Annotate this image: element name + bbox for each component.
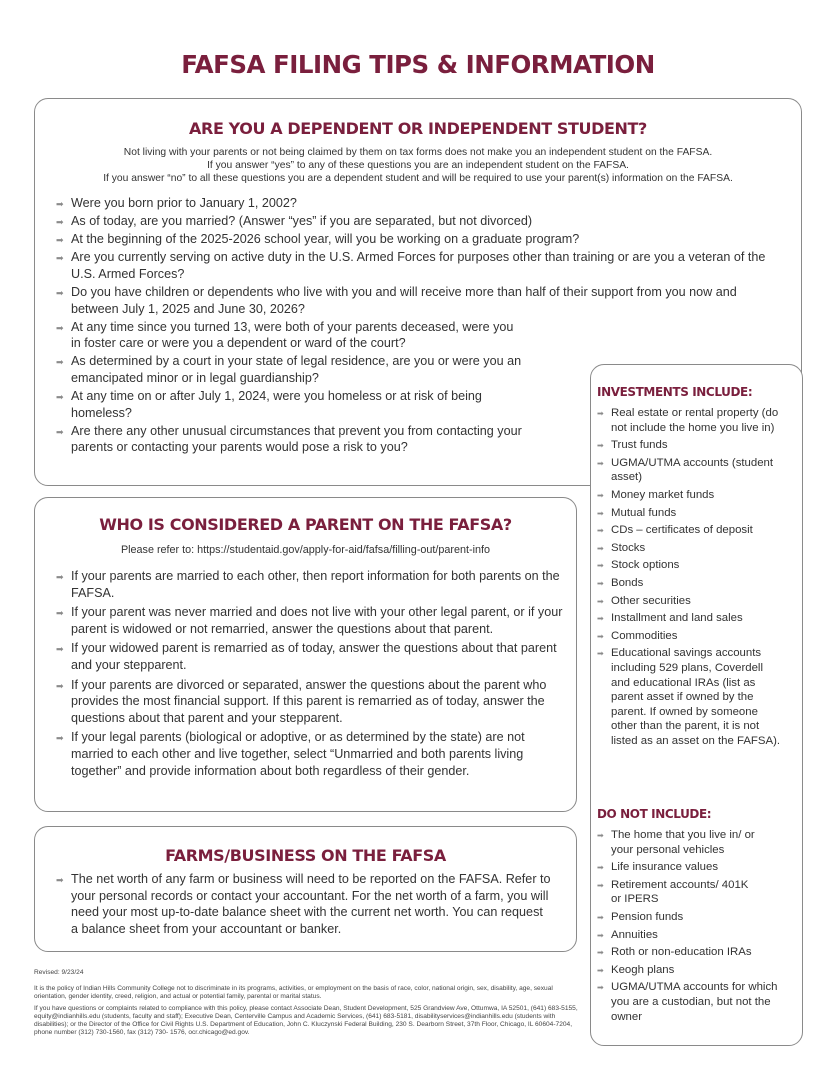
- page-title: FAFSA FILING TIPS & INFORMATION: [181, 50, 655, 79]
- dependent-intro-line: If you answer “no” to all these questions you are a dependent student and will be required to use your parent(s) information on the FAFSA.: [103, 173, 733, 184]
- parent-rule-list: [53, 568, 563, 782]
- bullet-arrow-icon: ➡: [597, 490, 604, 500]
- policy-statement: It is the policy of Indian Hills Community College not to discriminate in its programs, activities, or employment on the basis of race, color, national origin, sex, disability, age, sexual orientation, gender identity, creed, religion, and actual or potential family, parental or marital status.: [34, 985, 553, 1001]
- list-item: ➡ If your parents are divorced or separated, answer the questions about the parent who provides the most financial support. If this parent is remarried as of today, answer the questions about that parent and your stepparent.: [56, 677, 547, 725]
- farms-heading: FARMS/BUSINESS ON THE FAFSA: [165, 846, 446, 865]
- list-item: ➡ Real estate or rental property (do not include the home you live in): [597, 407, 779, 434]
- list-item: ➡ If your widowed parent is remarried as of today, answer the questions about that parent and your stepparent.: [56, 641, 557, 672]
- bullet-arrow-icon: ➡: [56, 217, 64, 228]
- list-item: ➡ Money market funds: [597, 488, 797, 503]
- list-item: ➡ Were you born prior to January 1, 2002?: [53, 195, 777, 212]
- bullet-arrow-icon: ➡: [56, 426, 64, 437]
- list-item: ➡ If your legal parents (biological or adoptive, or as determined by the state) are not married to each other and live together, select “Unmarried and both parents living together” and provide information about both regardless of their gender.: [56, 730, 525, 778]
- list-item: ➡ Bonds: [597, 576, 797, 591]
- list-item: ➡ Educational savings accounts including 529 plans, Coverdell and educational IRAs (list as parent asset if owned by the parent. If owned by someone other than the parent, it is not listed as an asset on the FAFSA).: [597, 647, 781, 747]
- list-item: ➡ Other securities: [597, 594, 797, 609]
- list-item: ➡ At any time on or after July 1, 2024, were you homeless or at risk of being homeless?: [56, 389, 482, 420]
- list-item: ➡ As of today, are you married? (Answer “yes” if you are separated, but not divorced): [53, 213, 777, 230]
- bullet-arrow-icon: ➡: [597, 441, 604, 451]
- bullet-arrow-icon: ➡: [56, 253, 64, 264]
- bullet-arrow-icon: ➡: [597, 543, 604, 553]
- exclude-list: [597, 828, 782, 1027]
- bullet-arrow-icon: ➡: [56, 644, 64, 655]
- list-item: ➡ Stock options: [597, 558, 797, 573]
- list-item: ➡ Trust funds: [597, 438, 797, 453]
- list-item: ➡ Commodities: [597, 629, 797, 644]
- parent-heading: WHO IS CONSIDERED A PARENT ON THE FAFSA?: [99, 515, 512, 534]
- list-item: ➡ As determined by a court in your state of legal residence, are you or were you an emancipated minor or in legal guardianship?: [56, 354, 522, 385]
- bullet-arrow-icon: ➡: [597, 863, 604, 873]
- farms-list: [53, 871, 553, 940]
- dependent-intro: [35, 146, 801, 185]
- bullet-arrow-icon: ➡: [597, 578, 604, 588]
- bullet-arrow-icon: ➡: [56, 235, 64, 246]
- bullet-arrow-icon: ➡: [597, 409, 604, 418]
- bullet-arrow-icon: ➡: [56, 357, 64, 368]
- bullet-arrow-icon: ➡: [597, 930, 604, 940]
- bullet-arrow-icon: ➡: [597, 596, 604, 606]
- parent-intro: Please refer to: https://studentaid.gov/apply-for-aid/fafsa/filling-out/parent-info: [120, 544, 491, 556]
- bullet-arrow-icon: ➡: [597, 614, 604, 624]
- list-item: ➡ UGMA/UTMA accounts (student asset): [597, 456, 774, 484]
- investments-list: [597, 406, 797, 751]
- bullet-arrow-icon: ➡: [597, 831, 604, 840]
- investments-heading: INVESTMENTS INCLUDE:: [597, 385, 753, 399]
- list-item: ➡ Stocks: [597, 541, 797, 556]
- bullet-arrow-icon: ➡: [597, 458, 604, 468]
- farms-section: [34, 826, 577, 952]
- list-item: ➡ The net worth of any farm or business will need to be reported on the FAFSA. Refer to your personal records or contact your accountant. For the net worth of a farm, you will need your most up-to-date balance sheet with the current net worth. You can request a balance sheet from your accountant or banker.: [56, 872, 551, 936]
- bullet-arrow-icon: ➡: [597, 631, 604, 641]
- bullet-arrow-icon: ➡: [597, 508, 604, 518]
- bullet-arrow-icon: ➡: [56, 733, 64, 744]
- bullet-arrow-icon: ➡: [56, 322, 64, 333]
- parent-section: [34, 497, 577, 812]
- bullet-arrow-icon: ➡: [56, 608, 64, 619]
- list-item: ➡ Pension funds: [597, 910, 782, 925]
- list-item: ➡ If your parents are married to each other, then report information for both parents on the FAFSA.: [56, 569, 560, 600]
- list-item: ➡ Installment and land sales: [597, 611, 797, 626]
- dependent-heading: ARE YOU A DEPENDENT OR INDEPENDENT STUDENT?: [189, 119, 647, 138]
- list-item: ➡ UGMA/UTMA accounts for which you are a custodian, but not the owner: [597, 981, 778, 1023]
- list-item: ➡ Are you currently serving on active duty in the U.S. Armed Forces for purposes other than training or are you a veteran of the U.S. Armed Forces?: [56, 250, 766, 281]
- list-item: ➡ Roth or non-education IRAs: [597, 945, 782, 960]
- bullet-arrow-icon: ➡: [56, 287, 64, 298]
- list-item: ➡ Do you have children or dependents who live with you and will receive more than half of their support from you now and between July 1, 2025 and June 30, 2026?: [56, 284, 737, 316]
- bullet-arrow-icon: ➡: [56, 680, 64, 691]
- list-item: ➡ The home that you live in/ or your personal vehicles: [597, 829, 755, 856]
- bullet-arrow-icon: ➡: [597, 965, 604, 975]
- investments-sidebar: [590, 364, 803, 1046]
- list-item: ➡ At the beginning of the 2025-2026 school year, will you be working on a graduate program?: [53, 231, 777, 248]
- bullet-arrow-icon: ➡: [597, 983, 604, 993]
- dependent-intro-line: If you answer “yes” to any of these questions you are an independent student on the FAFSA.: [207, 160, 629, 171]
- list-item: ➡ At any time since you turned 13, were both of your parents deceased, were you in foster care or were you a dependent or ward of the court?: [56, 319, 514, 351]
- list-item: ➡ If your parent was never married and does not live with your other legal parent, or if your parent is widowed or not remarried, answer the questions about that parent.: [56, 605, 563, 636]
- bullet-arrow-icon: ➡: [597, 948, 604, 958]
- list-item: ➡ Annuities: [597, 928, 782, 943]
- bullet-arrow-icon: ➡: [597, 880, 604, 890]
- list-item: ➡ Life insurance values: [597, 860, 782, 875]
- list-item: ➡ Mutual funds: [597, 506, 797, 521]
- bullet-arrow-icon: ➡: [597, 561, 604, 571]
- list-item: ➡ Are there any other unusual circumstances that prevent you from contacting your parents or contacting your parents would pose a risk to you?: [56, 423, 522, 455]
- bullet-arrow-icon: ➡: [597, 912, 604, 922]
- bullet-arrow-icon: ➡: [597, 526, 604, 536]
- dependent-intro-line: Not living with your parents or not being claimed by them on tax forms does not make you an independent student on the FAFSA.: [123, 147, 713, 158]
- bullet-arrow-icon: ➡: [56, 572, 64, 582]
- bullet-arrow-icon: ➡: [597, 649, 604, 659]
- exclude-heading: DO NOT INCLUDE:: [597, 807, 712, 821]
- bullet-arrow-icon: ➡: [56, 875, 64, 885]
- bullet-arrow-icon: ➡: [56, 199, 64, 209]
- contact-statement: If you have questions or complaints related to compliance with this policy, please contact Associate Dean, Student Development, 525 Grandview Ave, Ottumwa, IA 52501, (641) 683-5155, equity@indianhills.edu (students, faculty and staff); Executive Dean, Centerville Campus and Academic Services, (641) 683-5181, disabilityservices@indianhills.edu (students with disabilities); or the Director of the Office for Civil Rights U.S. Department of Education, John C. Kluczynski Federal Building, 230 S. Dearborn Street, 37th Floor, Chicago, IL 60604-7204, phone number (312) 730-1560, fax (312) 730- 1576, ocr.chicago@ed.gov.: [34, 1005, 578, 1037]
- list-item: ➡ Keogh plans: [597, 963, 782, 978]
- list-item: ➡ Retirement accounts/ 401K or IPERS: [597, 878, 749, 906]
- bullet-arrow-icon: ➡: [56, 392, 64, 403]
- revised-date: Revised: 9/23/24: [34, 969, 84, 976]
- list-item: ➡ CDs – certificates of deposit: [597, 523, 797, 538]
